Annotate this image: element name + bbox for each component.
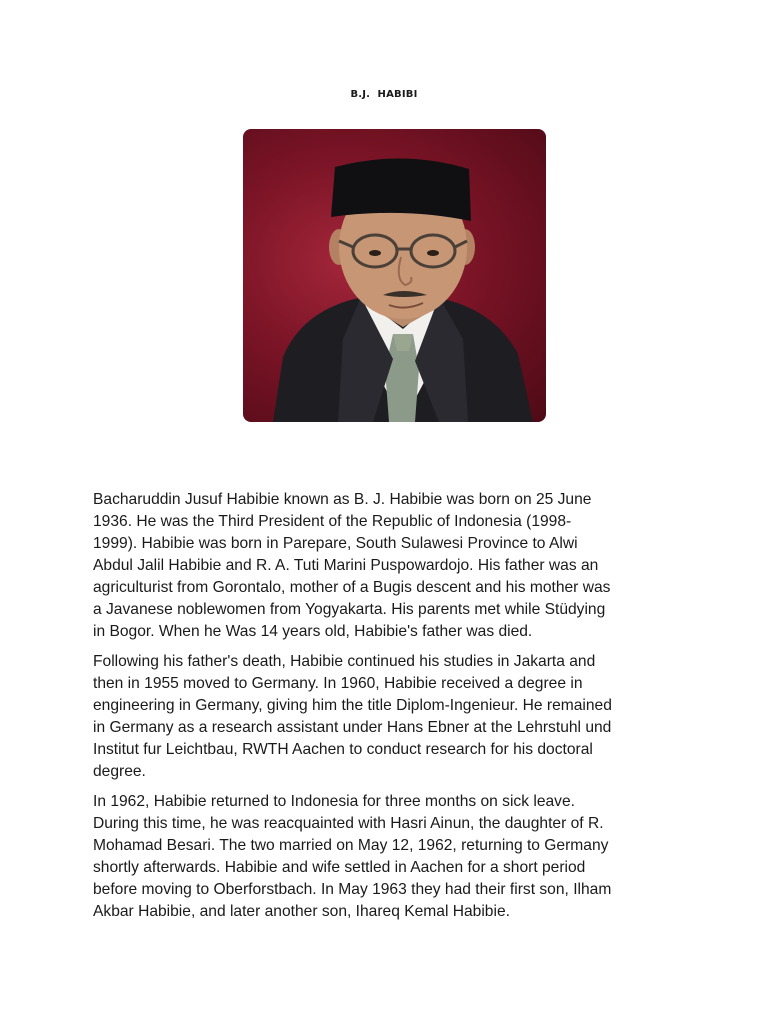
text-line: agriculturist from Gorontalo, mother of a Bugis descent and his mother was bbox=[93, 579, 611, 596]
text-line: Abdul Jalil Habibie and R. A. Tuti Marini Puspowardojo. His father was an bbox=[93, 557, 599, 574]
text-line: then in 1955 moved to Germany. In 1960, Habibie received a degree in bbox=[93, 675, 583, 692]
text-line: in Bogor. When he Was 14 years old, Habibie's father was died. bbox=[93, 623, 533, 640]
biography-body bbox=[93, 489, 693, 931]
paragraph-early-life bbox=[93, 489, 693, 643]
text-line: engineering in Germany, giving him the title Diplom-Ingenieur. He remained bbox=[93, 697, 612, 714]
text-line: a Javanese noblewomen from Yogyakarta. His parents met while Stüdying bbox=[93, 601, 606, 618]
text-line: Bacharuddin Jusuf Habibie known as B. J. Habibie was born on 25 June bbox=[93, 491, 592, 508]
text-line: Akbar Habibie, and later another son, Ihareq Kemal Habibie. bbox=[93, 903, 510, 920]
page-title: B.J. HABIBI bbox=[350, 89, 418, 100]
text-line: degree. bbox=[93, 763, 146, 780]
paragraph-marriage bbox=[93, 791, 693, 923]
paragraph-education bbox=[93, 651, 693, 783]
text-line: 1936. He was the Third President of the Republic of Indonesia (1998- bbox=[93, 513, 572, 530]
text-line: Mohamad Besari. The two married on May 12, 1962, returning to Germany bbox=[93, 837, 609, 854]
text-line: before moving to Oberforstbach. In May 1963 they had their first son, Ilham bbox=[93, 881, 612, 898]
text-line: During this time, he was reacquainted with Hasri Ainun, the daughter of R. bbox=[93, 815, 604, 832]
text-line: shortly afterwards. Habibie and wife settled in Aachen for a short period bbox=[93, 859, 586, 876]
text-line: In 1962, Habibie returned to Indonesia for three months on sick leave. bbox=[93, 793, 575, 810]
text-line: Institut fur Leichtbau, RWTH Aachen to conduct research for his doctoral bbox=[93, 741, 593, 758]
text-line: Following his father's death, Habibie continued his studies in Jakarta and bbox=[93, 653, 596, 670]
text-line: in Germany as a research assistant under Hans Ebner at the Lehrstuhl und bbox=[93, 719, 612, 736]
portrait-illustration bbox=[243, 129, 546, 422]
text-line: 1999). Habibie was born in Parepare, South Sulawesi Province to Alwi bbox=[93, 535, 578, 552]
portrait-photo bbox=[243, 129, 546, 422]
